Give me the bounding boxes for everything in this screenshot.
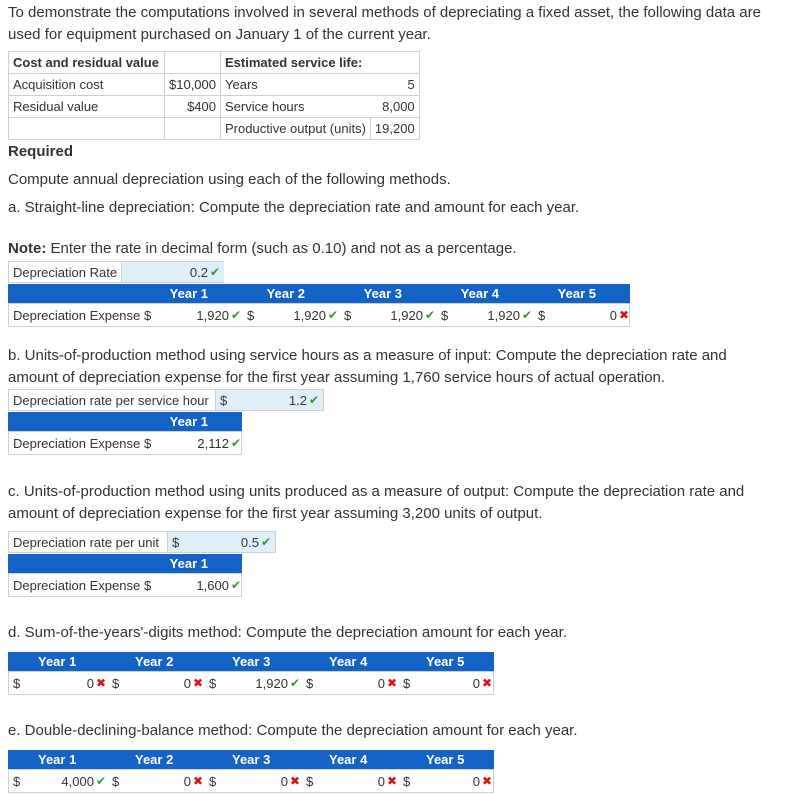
c-row-label: Depreciation Expense — [13, 577, 141, 593]
e-year5-header: Year 5 — [426, 752, 465, 767]
d-value-year2[interactable]: 0 ✖ — [183, 675, 203, 691]
a-rate-row — [8, 261, 224, 283]
label-acq: Acquisition cost — [9, 74, 165, 96]
a-year3-header: Year 3 — [363, 286, 402, 301]
a-table: Year 1 Year 2 Year 3 Year 4 Year 5 Depreciation Expense $ 1,920 ✔ $ 1,920 ✔ $ 1,920 ✔ $ 1,920 ✔ $ 0 ✖ — [8, 284, 630, 327]
d-year2-header: Year 2 — [135, 654, 174, 669]
e-year2-header: Year 2 — [135, 752, 174, 767]
intro-text: To demonstrate the computations involved in several methods of depreciating a fixed asset, the following data are used for equipment purchased on January 1 of the current year. — [8, 4, 761, 43]
e-value-year5[interactable]: 0 ✖ — [472, 773, 492, 789]
e-value-year2[interactable]: 0 ✖ — [183, 773, 203, 789]
header-cost: Cost and residual value — [9, 52, 165, 74]
b-rate-input[interactable]: $ 1.2 ✔ — [216, 389, 324, 411]
e-table: Year 1 Year 2 Year 3 Year 4 Year 5 $ 4,000 ✔ $ 0 ✖ $ 0 ✖ $ 0 ✖ $ 0 ✖ — [8, 750, 494, 793]
header-life: Estimated service life: — [221, 52, 420, 74]
given-data-table — [8, 51, 420, 140]
e-value-year4[interactable]: 0 ✖ — [377, 773, 397, 789]
compute-text: Compute annual depreciation using each of the following methods. — [8, 171, 451, 188]
d-value-year4[interactable]: 0 ✖ — [377, 675, 397, 691]
value-output: 19,200 — [370, 118, 419, 140]
b-value-year1[interactable]: 2,112 ✔ — [197, 435, 241, 451]
value-residual: $400 — [165, 96, 221, 118]
a-year5-header: Year 5 — [557, 286, 596, 301]
d-year1-header: Year 1 — [38, 654, 77, 669]
part-e-text: e. Double-declining-balance method: Compute the depreciation amount for each year. — [8, 722, 578, 739]
part-a-text: a. Straight-line depreciation: Compute the depreciation rate and amount for each year. — [8, 199, 580, 216]
part-c-text: c. Units-of-production method using units produced as a measure of output: Compute the depreciation rate and amount of depreciation expense for the first year assuming 3,200 units of output. — [8, 483, 745, 522]
a-year2-header: Year 2 — [266, 286, 305, 301]
value-hours: 8,000 — [370, 96, 419, 118]
b-row-label: Depreciation Expense — [13, 435, 141, 451]
b-rate-row — [8, 389, 324, 411]
b-table: Year 1 Depreciation Expense $ 2,112 ✔ — [8, 412, 242, 455]
a-value-year3[interactable]: 1,920 ✔ — [390, 307, 435, 323]
d-value-year3[interactable]: 1,920 ✔ — [255, 675, 300, 691]
value-acq: $10,000 — [165, 74, 221, 96]
c-table: Year 1 Depreciation Expense $ 1,600 ✔ — [8, 554, 242, 597]
d-table: Year 1 Year 2 Year 3 Year 4 Year 5 $ 0 ✖ $ 0 ✖ $ 1,920 ✔ $ 0 ✖ $ 0 ✖ — [8, 652, 494, 695]
a-rate-label: Depreciation Rate — [8, 261, 122, 283]
part-d-text: d. Sum-of-the-years'-digits method: Compute the depreciation amount for each year. — [8, 624, 567, 641]
a-row-label: Depreciation Expense — [13, 307, 141, 323]
c-rate-row — [8, 531, 276, 553]
note-text: Note: Enter the rate in decimal form (such as 0.10) and not as a percentage. — [8, 240, 517, 257]
d-year5-header: Year 5 — [426, 654, 465, 669]
d-year3-header: Year 3 — [232, 654, 271, 669]
d-value-year1[interactable]: 0 ✖ — [86, 675, 106, 691]
e-value-year3[interactable]: 0 ✖ — [280, 773, 300, 789]
b-year1-header: Year 1 — [169, 414, 208, 429]
e-year1-header: Year 1 — [38, 752, 77, 767]
value-years: 5 — [370, 74, 419, 96]
label-years: Years — [221, 74, 371, 96]
a-value-year4[interactable]: 1,920 ✔ — [487, 307, 532, 323]
label-residual: Residual value — [9, 96, 165, 118]
e-year4-header: Year 4 — [329, 752, 368, 767]
a-year4-header: Year 4 — [460, 286, 499, 301]
c-year1-header: Year 1 — [169, 556, 208, 571]
a-value-year2[interactable]: 1,920 ✔ — [293, 307, 338, 323]
part-b-text: b. Units-of-production method using service hours as a measure of input: Compute the depreciation rate and amount of depreciation expense for the first year assuming 1,760 service hours of actual operation. — [8, 347, 727, 386]
c-value-year1[interactable]: 1,600 ✔ — [196, 577, 241, 593]
required-heading: Required — [8, 143, 74, 160]
a-value-year1[interactable]: 1,920 ✔ — [196, 307, 241, 323]
e-year3-header: Year 3 — [232, 752, 271, 767]
label-output: Productive output (units) — [221, 118, 371, 140]
a-year1-header: Year 1 — [169, 286, 208, 301]
label-hours: Service hours — [221, 96, 371, 118]
d-value-year5[interactable]: 0 ✖ — [472, 675, 492, 691]
a-value-year5[interactable]: 0 ✖ — [609, 307, 629, 323]
c-rate-input[interactable]: $ 0.5 ✔ — [168, 531, 276, 553]
b-rate-label: Depreciation rate per service hour — [8, 389, 216, 411]
e-value-year1[interactable]: 4,000 ✔ — [61, 773, 106, 789]
d-year4-header: Year 4 — [329, 654, 368, 669]
c-rate-label: Depreciation rate per unit — [8, 531, 168, 553]
a-rate-input[interactable]: 0.2 ✔ — [122, 261, 224, 283]
